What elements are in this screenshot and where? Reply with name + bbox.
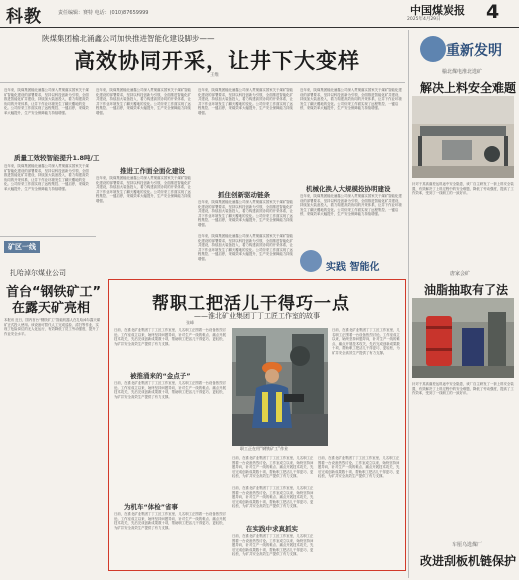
page-number: 4	[486, 1, 500, 23]
feature-body-g: 日前，在淮北矿业集团丁丁工匠工作室里，几名职工正围着一台设备热烈讨论。工作室成立以来，始终坚持问题导向，针对生产一线的难点、痛点开展技术攻关，先后完成创新成果数十项，帮助职工把活儿干得更巧、更轻松，为矿井安全高效生产提供了有力支撑。	[232, 534, 314, 557]
masthead-rule	[0, 27, 519, 28]
right-body-2: 针对于其高落差运料途中安全隐患，该厂自主研发了一套上料安全装置，有效解决了上料过程中的安全难题，降低了劳动强度，提高了工作效率，受到了一线职工的一致好评。	[412, 382, 514, 396]
lead-body-col2: 近年来，陕煤集团榆北涌鑫公司深入贯彻落实国家关于煤矿智能化建设的部署要求，坚持以科技创新为引领，全面推进智能化矿井建设，持续加大装备投入，着力构建高效协同的开采体系，让井下作业环境发生了翻天覆地的变化。公司综采工作面实现了远程集控、一键启停，采煤效率大幅提升，生产安全保障能力持续增强。	[96, 88, 191, 115]
practice-tag	[300, 256, 400, 276]
right-headline-3: 改进刮板机链保护	[420, 554, 517, 568]
photo-caption: 职工正在用“钢铁矿工”作业	[240, 446, 289, 451]
lead-headline: 高效协同开采，让井下大变样	[74, 49, 360, 73]
lead-subhead-3: 机械化换人大规模投协明建设	[306, 185, 391, 193]
feature-subtitle: ——淮北矿业集团丁丁工匠工作室的故事	[194, 312, 320, 320]
feature-subhead-0: 被推涌来的“金点子”	[130, 372, 191, 380]
right-column-divider	[408, 30, 409, 578]
right-body-1: 针对于其高落差运料途中安全隐患，该厂自主研发了一套上料安全装置，有效解决了上料过程中的安全难题，降低了劳动强度，提高了工作效率，受到了一线职工的一致好评。	[412, 182, 514, 196]
left-divider	[0, 236, 96, 237]
feature-author: 张峰	[186, 320, 194, 325]
lead-subhead-2: 抓住创新驱动链条	[218, 191, 270, 199]
section-tag-left: 矿区一线	[4, 241, 40, 253]
feature-body-d: 日前，在淮北矿业集团丁丁工匠工作室里，几名职工正围着一台设备热烈讨论。工作室成立以来，始终坚持问题导向，针对生产一线的难点、痛点开展技术攻关，先后完成创新成果数十项，帮助职工把活儿干得更巧、更轻松，为矿井安全高效生产提供了有力支撑。	[332, 328, 400, 355]
left-headline-2: 在露天矿亮相	[12, 301, 91, 316]
feature-body-e: 日前，在淮北矿业集团丁丁工匠工作室里，几名职工正围着一台设备热烈讨论。工作室成立以来，始终坚持问题导向，针对生产一线的难点、痛点开展技术攻关，先后完成创新成果数十项，帮助职工把活儿干得更巧、更轻松，为矿井安全高效生产提供了有力支撑。	[232, 456, 314, 479]
right-headline-1: 解决上料安全难题	[420, 81, 517, 95]
left-headline-1: 首台“钢铁矿工”	[6, 285, 102, 300]
worker-photo	[232, 328, 328, 446]
right-kicker-3: 车厘乌选煤厂	[452, 542, 483, 548]
lead-body-col2b: 近年来，陕煤集团榆北涌鑫公司深入贯彻落实国家关于煤矿智能化建设的部署要求，坚持以科技创新为引领，全面推进智能化矿井建设，持续加大装备投入，着力构建高效协同的开采体系，让井下作业环境发生了翻天覆地的变化。公司综采工作面实现了远程集控、一键启停，采煤效率大幅提升，生产安全保障能力持续增强。	[96, 176, 191, 203]
practice-tag-label: 实践 智能化	[326, 262, 380, 273]
conveyor-photo-image	[412, 96, 514, 178]
lead-body-col4b: 近年来，陕煤集团榆北涌鑫公司深入贯彻落实国家关于煤矿智能化建设的部署要求，坚持以科技创新为引领，全面推进智能化矿井建设，持续加大装备投入，着力构建高效协同的开采体系，让井下作业环境发生了翻天覆地的变化。公司综采工作面实现了远程集控、一键启停，采煤效率大幅提升，生产安全保障能力持续增强。	[300, 194, 402, 217]
lead-subhead-0: 推进工作面全面化建设	[120, 167, 185, 175]
newspaper-logo: 中国煤炭报	[410, 4, 465, 17]
lead-body-col1b: 近年来，陕煤集团榆北涌鑫公司深入贯彻落实国家关于煤矿智能化建设的部署要求，坚持以科技创新为引领，全面推进智能化矿井建设，持续加大装备投入，着力构建高效协同的开采体系，让井下作业环境发生了翻天覆地的变化。公司综采工作面实现了远程集控、一键启停，采煤效率大幅提升，生产安全保障能力持续增强。	[4, 164, 89, 191]
lead-body-col3: 近年来，陕煤集团榆北涌鑫公司深入贯彻落实国家关于煤矿智能化建设的部署要求，坚持以科技创新为引领，全面推进智能化矿井建设，持续加大装备投入，着力构建高效协同的开采体系，让井下作业环境发生了翻天覆地的变化。公司综采工作面实现了远程集控、一键启停，采煤效率大幅提升，生产安全保障能力持续增强。	[198, 88, 293, 115]
practice-badge-icon	[300, 250, 322, 272]
feature-body-h: 日前，在淮北矿业集团丁丁工匠工作室里，几名职工正围着一台设备热烈讨论。工作室成立以来，始终坚持问题导向，针对生产一线的难点、痛点开展技术攻关，先后完成创新成果数十项，帮助职工把活儿干得更巧、更轻松，为矿井安全高效生产提供了有力支撑。	[318, 456, 400, 479]
right-kicker-1: 榆北煤电淮北选矿	[442, 69, 483, 75]
feature-headline: 帮职工把活儿干得巧一点	[152, 294, 350, 314]
lead-subhead-1: 质量工效较智能提升1.8吨/工	[14, 154, 100, 162]
feature-body-f: 日前，在淮北矿业集团丁丁工匠工作室里，几名职工正围着一台设备热烈讨论。工作室成立以来，始终坚持问题导向，针对生产一线的难点、痛点开展技术攻关，先后完成创新成果数十项，帮助职工把活儿干得更巧、更轻松，为矿井安全高效生产提供了有力支撑。	[232, 486, 314, 509]
right-column-header: 重新发明	[446, 43, 502, 59]
lead-body-col4: 近年来，陕煤集团榆北涌鑫公司深入贯彻落实国家关于煤矿智能化建设的部署要求，坚持以科技创新为引领，全面推进智能化矿井建设，持续加大装备投入，着力构建高效协同的开采体系，让井下作业环境发生了翻天覆地的变化。公司综采工作面实现了远程集控、一键启停，采煤效率大幅提升，生产安全保障能力持续增强。	[300, 88, 402, 111]
feature-subhead-1: 为机车“体检”省事	[124, 503, 179, 511]
lead-divider	[0, 82, 405, 83]
lead-body-col3c: 近年来，陕煤集团榆北涌鑫公司深入贯彻落实国家关于煤矿智能化建设的部署要求，坚持以科技创新为引领，全面推进智能化矿井建设，持续加大装备投入，着力构建高效协同的开采体系，让井下作业环境发生了翻天覆地的变化。公司综采工作面实现了远程集控、一键启停，采煤效率大幅提升，生产安全保障能力持续增强。	[198, 234, 293, 261]
right-headline-2: 油脂抽取有了法	[424, 283, 509, 297]
masthead	[0, 0, 519, 28]
right-kicker-2: 唐家会矿	[450, 271, 471, 277]
oil-barrel-photo	[412, 298, 514, 378]
issue-date: 2025年4月29日	[407, 17, 441, 22]
feature-body-b: 日前，在淮北矿业集团丁丁工匠工作室里，几名职工正围着一台设备热烈讨论。工作室成立以来，始终坚持问题导向，针对生产一线的难点、痛点开展技术攻关，先后完成创新成果数十项，帮助职工把活儿干得更巧、更轻松，为矿井安全高效生产提供了有力支撑。	[114, 381, 226, 399]
feature-subhead-2: 在实践中求真抓实	[246, 525, 298, 533]
section-title: 科教	[6, 7, 42, 27]
conveyor-photo	[412, 96, 514, 178]
feature-body-a: 日前，在淮北矿业集团丁丁工匠工作室里，几名职工正围着一台设备热烈讨论。工作室成立以来，始终坚持问题导向，针对生产一线的难点、痛点开展技术攻关，先后完成创新成果数十项，帮助职工把活儿干得更巧、更轻松，为矿井安全高效生产提供了有力支撑。	[114, 328, 226, 346]
left-company: 扎哈淖尔煤业公司	[10, 269, 66, 277]
oil-barrel-photo-image	[412, 298, 514, 378]
innovation-badge-icon	[420, 36, 446, 62]
left-body: 本报讯 近日，国内首台“钢铁矿工”智能机器人在扎哈淖尔露天煤矿正式投入使用。该设备可替代人工完成巡检、清扫等作业，实现了危险岗位的无人化运行，有效降低了员工劳动强度，提升了作业安全水平。	[4, 318, 101, 336]
worker-photo-image	[232, 328, 328, 446]
lead-kicker: 陕煤集团榆北涌鑫公司加快推进智能化建设脚步——	[42, 34, 215, 43]
lead-body-col1: 近年来，陕煤集团榆北涌鑫公司深入贯彻落实国家关于煤矿智能化建设的部署要求，坚持以科技创新为引领，全面推进智能化矿井建设，持续加大装备投入，着力构建高效协同的开采体系，让井下作业环境发生了翻天覆地的变化。公司综采工作面实现了远程集控、一键启停，采煤效率大幅提升，生产安全保障能力持续增强。	[4, 88, 89, 115]
feature-body-c: 日前，在淮北矿业集团丁丁工匠工作室里，几名职工正围着一台设备热烈讨论。工作室成立以来，始终坚持问题导向，针对生产一线的难点、痛点开展技术攻关，先后完成创新成果数十项，帮助职工把活儿干得更巧、更轻松，为矿井安全高效生产提供了有力支撑。	[114, 512, 226, 530]
lead-author: 王维	[210, 73, 219, 78]
editor-info: 责任编辑：赛特 电话：(010)87659999	[58, 10, 149, 16]
lead-body-col3b: 近年来，陕煤集团榆北涌鑫公司深入贯彻落实国家关于煤矿智能化建设的部署要求，坚持以科技创新为引领，全面推进智能化矿井建设，持续加大装备投入，着力构建高效协同的开采体系，让井下作业环境发生了翻天覆地的变化。公司综采工作面实现了远程集控、一键启停，采煤效率大幅提升，生产安全保障能力持续增强。	[198, 200, 293, 227]
